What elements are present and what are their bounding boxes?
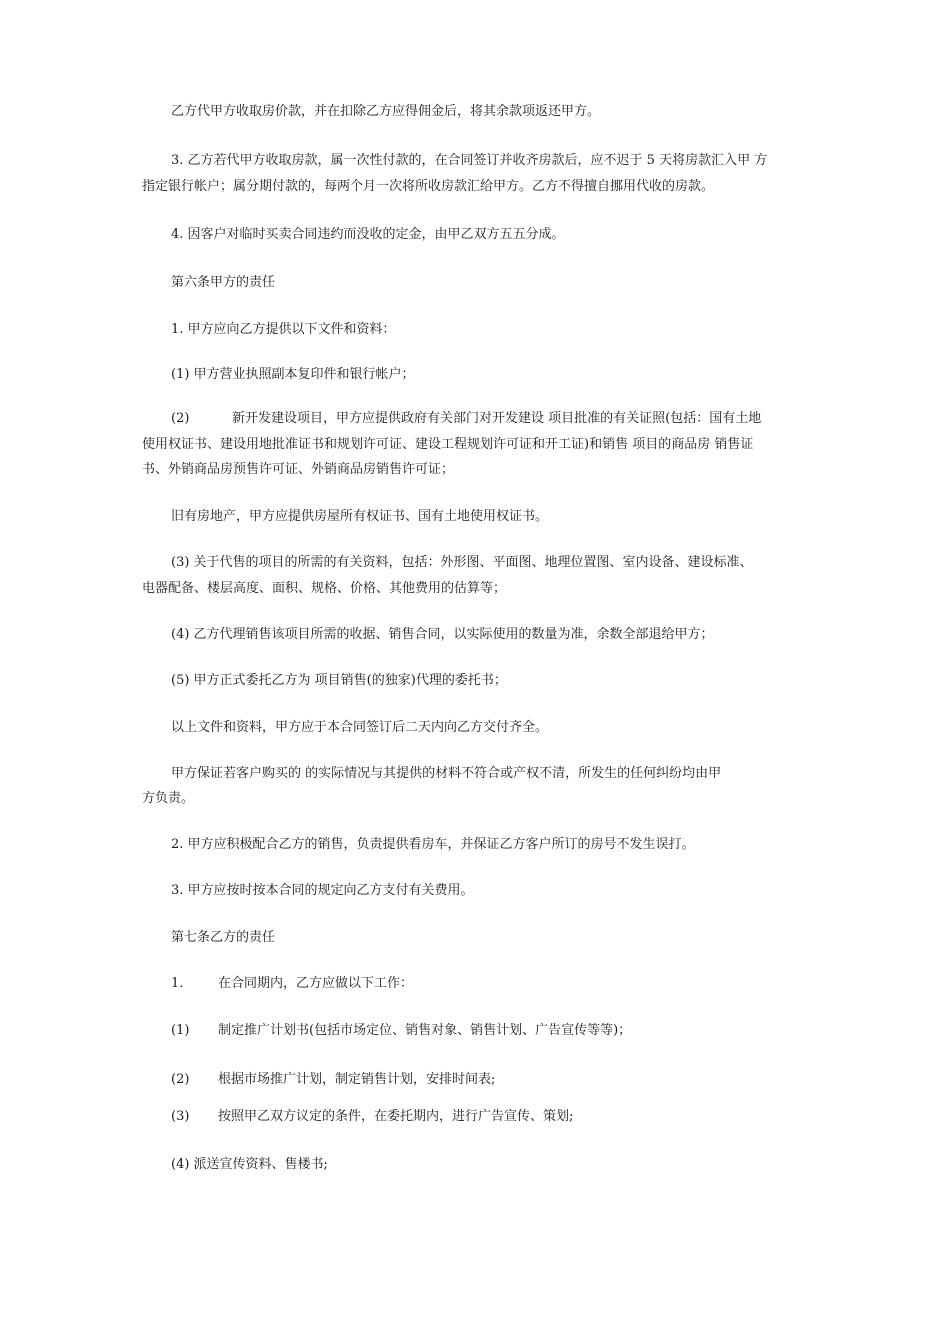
paragraph-text: 乙方代甲方收取房价款，并在扣除乙方应得佣金后，将其余款项返还甲方。 xyxy=(171,104,601,119)
paragraph-text: 指定银行帐户；属分期付款的，每两个月一次将所收房款汇给甲方。乙方不得擅自挪用代收的房款。 xyxy=(142,179,715,194)
list-item: 2. 甲方应积极配合乙方的销售，负责提供看房车，并保证乙方客户所订的房号不发生误打。 xyxy=(171,837,695,852)
list-item: 3. 甲方应按时按本合同的规定向乙方支付有关费用。 xyxy=(171,883,474,898)
paragraph-text: 新开发建设项目，甲方应提供政府有关部门对开发建设 项目批准的有关证照(包括：国有土地 xyxy=(232,411,762,426)
list-item-number: (1) xyxy=(171,1023,190,1038)
paragraph-text: 3. 乙方若代甲方收取房款，属一次性付款的，在合同签订并收齐房款后，应不迟于 5 天将房款汇入甲 方 xyxy=(171,153,768,168)
paragraph-text: 4. 因客户对临时买卖合同违约而没收的定金，由甲乙双方五五分成。 xyxy=(171,227,565,242)
list-item-number: (2) xyxy=(171,411,190,426)
paragraph-text: 按照甲乙双方议定的条件，在委托期内，进行广告宣传、策划; xyxy=(218,1109,574,1124)
section-heading: 第七条乙方的责任 xyxy=(171,930,276,945)
list-item-number: (3) xyxy=(171,1109,190,1124)
list-item-number: 1. xyxy=(171,976,184,991)
section-heading: 第六条甲方的责任 xyxy=(171,275,276,290)
list-item: (4) 派送宣传资料、售楼书; xyxy=(171,1157,328,1172)
list-item: (1) 甲方营业执照副本复印件和银行帐户； xyxy=(171,367,415,382)
paragraph-text: 使用权证书、建设用地批准证书和规划许可证、建设工程规划许可证和开工证)和销售 项目的商品房 销售证 xyxy=(142,437,754,452)
paragraph-text: 在合同期内，乙方应做以下工作： xyxy=(218,976,414,991)
list-item-number: (2) xyxy=(171,1072,190,1087)
paragraph-text: 甲方保证若客户购买的 的实际情况与其提供的材料不符合或产权不清，所发生的任何纠纷均由甲 xyxy=(171,766,722,781)
paragraph-text: 根据市场推广计划，制定销售计划，安排时间表; xyxy=(218,1072,496,1087)
paragraph-text: 书、外销商品房预售许可证、外销商品房销售许可证； xyxy=(142,462,455,477)
list-item: (4) 乙方代理销售该项目所需的收据、销售合同，以实际使用的数量为准，余数全部退给甲方； xyxy=(171,627,714,642)
list-item: (5) 甲方正式委托乙方为 项目销售(的独家)代理的委托书； xyxy=(171,673,507,688)
list-item: 1. 甲方应向乙方提供以下文件和资料： xyxy=(171,322,396,337)
list-item: (3) 关于代售的项目的所需的有关资料，包括：外形图、平面图、地理位置图、室内设备、建设标准、 xyxy=(171,555,753,570)
paragraph-text: 电器配备、楼层高度、面积、规格、价格、其他费用的估算等； xyxy=(142,581,507,596)
paragraph-text: 以上文件和资料，甲方应于本合同签订后二天内向乙方交付齐全。 xyxy=(171,720,549,735)
paragraph-text: 方负责。 xyxy=(142,791,195,806)
paragraph-text: 制定推广计划书(包括市场定位、销售对象、销售计划、广告宣传等等)； xyxy=(218,1023,632,1038)
paragraph-text: 旧有房地产，甲方应提供房屋所有权证书、国有土地使用权证书。 xyxy=(171,509,549,524)
